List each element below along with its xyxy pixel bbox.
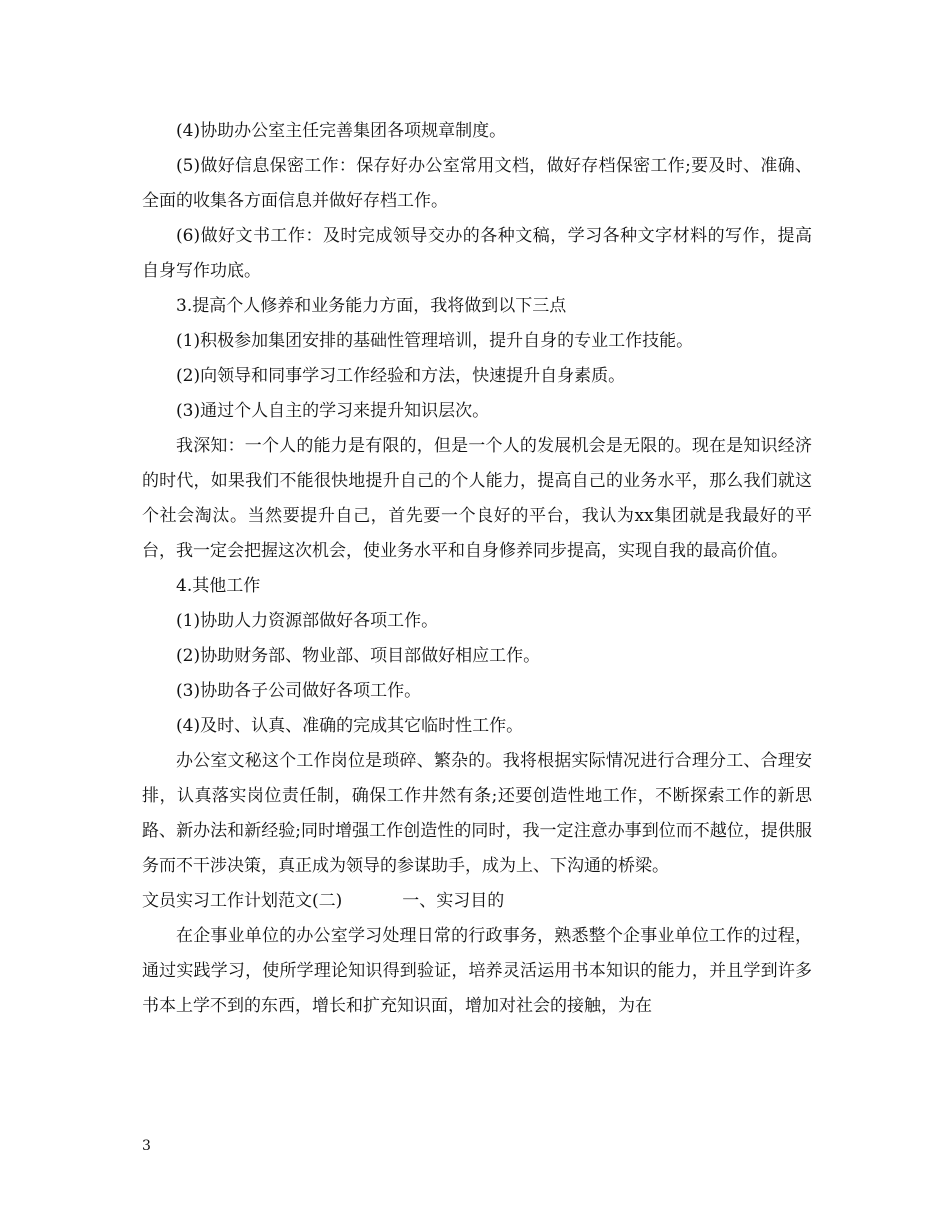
page-number: 3 [142, 1138, 151, 1154]
paragraph-item-1: (1)积极参加集团安排的基础性管理培训，提升自身的专业工作技能。 [176, 331, 694, 351]
section-heading-3: 3.提高个人修养和业务能力方面，我将做到以下三点 [176, 296, 567, 316]
paragraph-other-2: (2)协助财务部、物业部、项目部做好相应工作。 [176, 646, 541, 666]
paragraph-item-4: (4)协助办公室主任完善集团各项规章制度。 [176, 121, 507, 141]
document-body [142, 114, 812, 1024]
paragraph-item-3: (3)通过个人自主的学习来提升知识层次。 [176, 401, 490, 421]
paragraph-item-5: (5)做好信息保密工作：保存好办公室常用文档，做好存档保密工作;要及时、准确、全面的收集各方面信息并做好存档工作。 [142, 156, 812, 211]
paragraph-item-2: (2)向领导和同事学习工作经验和方法，快速提升自身素质。 [176, 366, 626, 386]
section-heading: 一、实习目的 [402, 891, 505, 911]
paragraph-insight: 我深知：一个人的能力是有限的，但是一个人的发展机会是无限的。现在是知识经济的时代，如果我们不能很快地提升自己的个人能力，提高自己的业务水平，那么我们就这个社会淘汰。当然要提升自己，首先要一个良好的平台，我认为xx集团就是我最好的平台，我一定会把握这次机会，使业务水平和自身修养同步提高，实现自我的最高价值。 [142, 436, 812, 561]
section-heading-4: 4.其他工作 [176, 576, 261, 596]
section-title-line [142, 884, 812, 919]
section-title: 文员实习工作计划范文(二) [142, 891, 343, 911]
paragraph-other-3: (3)协助各子公司做好各项工作。 [176, 681, 422, 701]
paragraph-other-1: (1)协助人力资源部做好各项工作。 [176, 611, 439, 631]
paragraph-summary: 办公室文秘这个工作岗位是琐碎、繁杂的。我将根据实际情况进行合理分工、合理安排，认真落实岗位责任制，确保工作井然有条;还要创造性地工作，不断探索工作的新思路、新办法和新经验;同时增强工作创造性的同时，我一定注意办事到位而不越位，提供服务而不干涉决策，真正成为领导的参谋助手，成为上、下沟通的桥梁。 [142, 751, 812, 876]
paragraph-purpose: 在企事业单位的办公室学习处理日常的行政事务，熟悉整个企事业单位工作的过程，通过实践学习，使所学理论知识得到验证，培养灵活运用书本知识的能力，并且学到许多书本上学不到的东西，增长和扩充知识面，增加对社会的接触，为在 [142, 926, 812, 1016]
paragraph-other-4: (4)及时、认真、准确的完成其它临时性工作。 [176, 716, 524, 736]
paragraph-item-6: (6)做好文书工作：及时完成领导交办的各种文稿，学习各种文字材料的写作，提高自身写作功底。 [142, 226, 812, 281]
